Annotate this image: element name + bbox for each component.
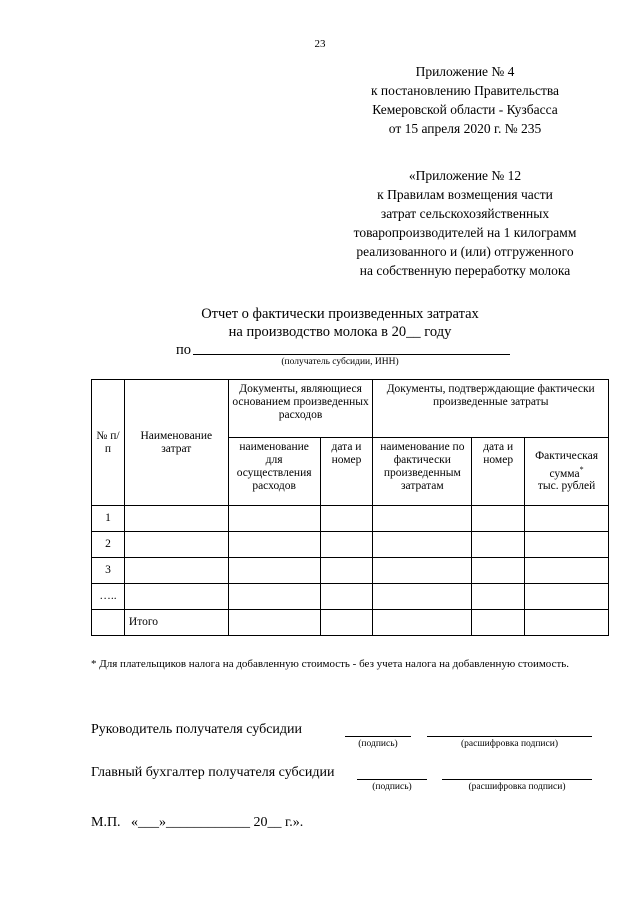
table-cell — [92, 610, 125, 636]
sub-actual-name: наименование по фактически произведенным затратам — [373, 438, 472, 506]
accountant-decoding-line — [442, 779, 592, 780]
table-cell — [124, 558, 228, 584]
table-cell — [525, 506, 609, 532]
group-confirming-documents: Документы, подтверждающие фактически произведенные затраты — [373, 380, 609, 438]
report-title — [130, 305, 550, 341]
accountant-signature-label: Главный бухгалтер получателя субсидии — [91, 765, 335, 780]
table-cell — [228, 532, 320, 558]
head-signature-caption: (подпись) — [358, 739, 398, 749]
annex-12-line: товаропроизводителей на 1 килограмм — [353, 225, 577, 240]
table-cell — [320, 584, 373, 610]
annex-4-header — [330, 62, 600, 138]
recipient-field-line — [193, 354, 510, 355]
annex-12-header — [330, 166, 600, 280]
annex-4-line: от 15 апреля 2020 г. № 235 — [388, 121, 542, 136]
table-cell — [320, 610, 373, 636]
table-cell — [472, 532, 525, 558]
table-cell — [373, 584, 472, 610]
recipient-caption: (получатель субсидии, ИНН) — [281, 357, 399, 367]
head-signature-label: Руководитель получателя субсидии — [91, 722, 303, 737]
footnote-mark: * — [579, 464, 584, 474]
group-basis-documents: Документы, являющиеся основанием произведенных расходов — [228, 380, 373, 438]
row-number: ….. — [92, 584, 125, 610]
table-row-total — [92, 610, 609, 636]
table-cell — [472, 506, 525, 532]
table-row — [92, 558, 609, 584]
head-decoding-caption: (расшифровка подписи) — [461, 739, 558, 749]
sub-actual-date: дата и номер — [472, 438, 525, 506]
sub-basis-date: дата и номер — [320, 438, 373, 506]
table-cell — [228, 584, 320, 610]
table-cell — [124, 506, 228, 532]
table-cell — [228, 558, 320, 584]
table-cell — [320, 532, 373, 558]
annex-12-line: «Приложение № 12 — [408, 168, 522, 183]
row-number: 1 — [92, 506, 125, 532]
annex-12-line: реализованного и (или) отгруженного — [356, 244, 574, 259]
table-cell — [525, 584, 609, 610]
table-cell — [472, 584, 525, 610]
row-number: 2 — [92, 532, 125, 558]
table-row — [92, 506, 609, 532]
accountant-decoding-caption: (расшифровка подписи) — [468, 782, 566, 792]
table-cell — [525, 610, 609, 636]
report-title-line-1: Отчет о фактически произведенных затратах — [201, 306, 479, 322]
accountant-signature-caption: (подпись) — [372, 782, 412, 792]
annex-12-line: затрат сельскохозяйственных — [380, 206, 550, 221]
table-cell — [373, 610, 472, 636]
table-cell — [228, 506, 320, 532]
seal-date-line: М.П. «___»____________ 20__ г.». — [91, 815, 304, 830]
sub-actual-sum-unit: тыс. рублей — [537, 480, 596, 493]
table-cell — [320, 506, 373, 532]
table-cell — [124, 584, 228, 610]
po-label: по — [176, 342, 192, 358]
table-cell — [525, 532, 609, 558]
accountant-signature-line — [357, 779, 427, 780]
table-cell — [525, 558, 609, 584]
sub-actual-sum — [525, 438, 609, 506]
table-cell — [472, 610, 525, 636]
table-row — [92, 584, 609, 610]
head-signature-line — [345, 736, 411, 737]
sub-actual-sum-label: Фактическая сумма — [535, 449, 598, 480]
annex-12-line: к Правилам возмещения части — [377, 187, 553, 202]
table-cell — [228, 610, 320, 636]
annex-4-line: Приложение № 4 — [415, 64, 515, 79]
total-label: Итого — [124, 610, 228, 636]
annex-12-line: на собственную переработку молока — [359, 263, 571, 278]
col-name-header: Наименование затрат — [124, 380, 228, 506]
page-number: 23 — [314, 38, 326, 50]
sub-basis-name: наименование для осуществления расходов — [228, 438, 320, 506]
row-number: 3 — [92, 558, 125, 584]
table-cell — [472, 558, 525, 584]
table-cell — [320, 558, 373, 584]
col-number-header: № п/п — [92, 380, 125, 506]
table-row — [92, 532, 609, 558]
expenses-table — [91, 379, 609, 636]
table-cell — [124, 532, 228, 558]
head-decoding-line — [427, 736, 592, 737]
footnote: * Для плательщиков налога на добавленную стоимость - без учета налога на добавленную стоимость. — [91, 658, 570, 670]
annex-4-line: к постановлению Правительства — [370, 83, 560, 98]
report-title-line-2: на производство молока в 20__ году — [228, 324, 452, 340]
table-cell — [373, 558, 472, 584]
table-cell — [373, 532, 472, 558]
annex-4-line: Кемеровской области - Кузбасса — [372, 102, 558, 117]
table-cell — [373, 506, 472, 532]
